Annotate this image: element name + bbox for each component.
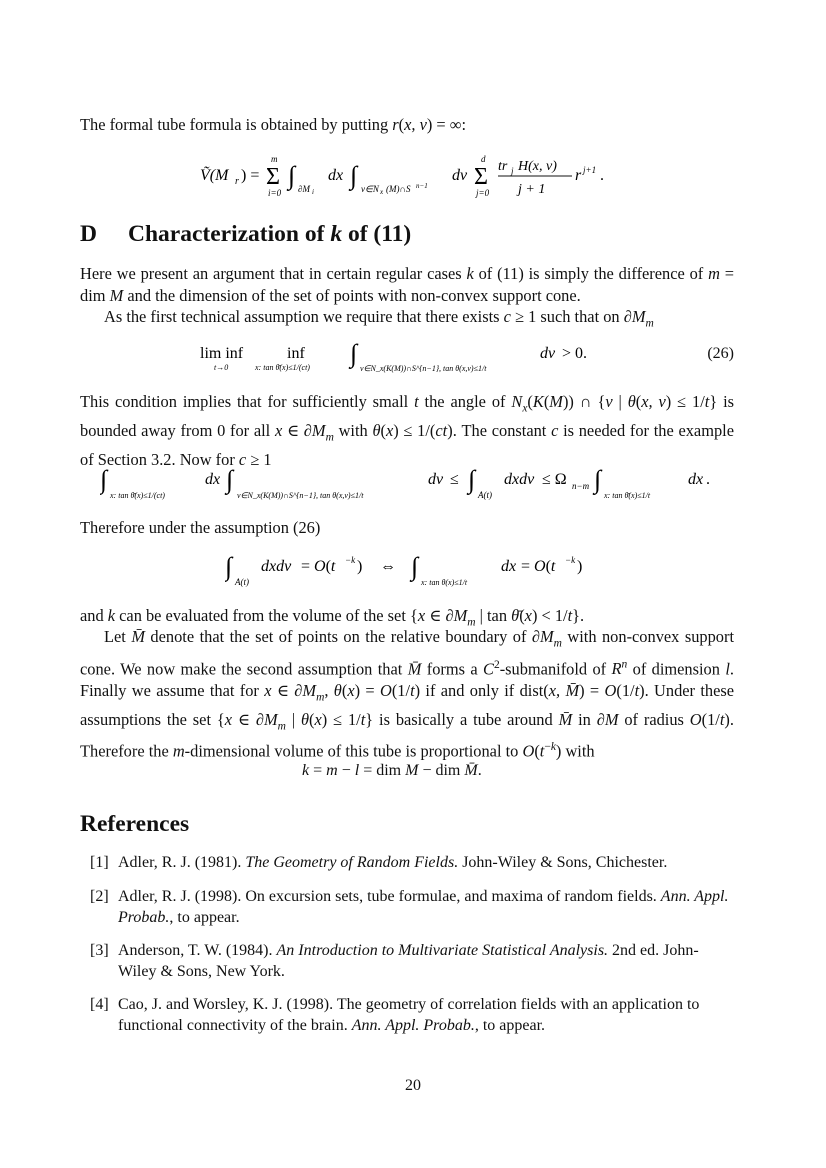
reference-label: [2] — [90, 888, 109, 905]
svg-text:t→0: t→0 — [214, 363, 229, 372]
section-d-paragraph-2: As the first technical assumption we require that there exists c ≥ 1 such that on $\partial M_m$ — [104, 307, 654, 330]
therefore-paragraph: Therefore under the assumption (26) — [80, 518, 321, 537]
svg-text:∫: ∫ — [225, 552, 233, 581]
svg-text:v∈N: v∈N — [361, 184, 379, 194]
svg-text:∫: ∫ — [468, 465, 476, 494]
reference-title: The Geometry of Random Fields. — [245, 854, 459, 871]
svg-text:inf: inf — [287, 345, 305, 362]
svg-text:∫: ∫ — [288, 161, 296, 190]
svg-text:dv: dv — [428, 471, 444, 488]
svg-text:j: j — [511, 166, 514, 176]
section-number: D — [80, 221, 97, 247]
reference-label: [3] — [90, 942, 109, 959]
svg-text:dv: dv — [452, 167, 468, 184]
svg-text:.: . — [600, 167, 604, 184]
svg-text:r: r — [575, 167, 582, 184]
reference-title: An Introduction to Multivariate Statistical Analysis. — [276, 942, 609, 959]
svg-text:) =: ) = — [241, 167, 260, 184]
let-mbar-paragraph: Let M̄ denote that the set of points on the relative boundary of $\partial M_m$ with non-convex support cone. We now make the second assumption that M̄ forms a $C^2$-submanifold of $R^n$ of dimension l. Finally we assume that for x ∈ $\partial M_m$, θ(x) = O(1/t) if and only if dist(x, M̄) = O(1/t). Under these assumptions the set {x ∈ $\partial M_m$ | θ(x) ≤ 1/t} is basically a tube around M̄ in ∂M of radius O(1/t). Therefore the m-dimensional volume of this tube is proportional to $O(t^{-k})$ with — [80, 627, 735, 761]
svg-text:n−m: n−m — [572, 481, 590, 491]
section-d-paragraph-1: Here we present an argument that in certain regular cases k of (11) is simply the difference of m = dim M and the dimension of the set of points with non-convex support cone. — [80, 264, 734, 305]
tube-formula-equation — [200, 150, 630, 200]
svg-text:j+1: j+1 — [583, 165, 597, 175]
reference-item — [90, 940, 736, 982]
svg-text:Σ: Σ — [266, 164, 280, 190]
svg-text:∫: ∫ — [350, 339, 358, 368]
section-title: Characterization of k of (11) — [128, 221, 412, 247]
svg-text:.: . — [706, 471, 710, 488]
reference-label: [1] — [90, 854, 109, 871]
svg-text:A(t): A(t) — [478, 490, 492, 500]
svg-text:dx: dx — [688, 471, 704, 488]
equation-26-number: (26) — [707, 345, 734, 362]
reference-authors: Anderson, T. W. (1984). — [118, 942, 273, 959]
svg-text:v∈N_x(K(M))∩S^{n−1}, tan θ(x,v: v∈N_x(K(M))∩S^{n−1}, tan θ(x,v)≤1/t — [237, 491, 364, 500]
svg-text:≤: ≤ — [450, 471, 459, 488]
svg-text:m: m — [271, 154, 278, 164]
equivalence-equation — [225, 549, 605, 593]
reference-authors: Adler, R. J. (1998). On excursion sets, tube formulae, and maxima of random fields. — [118, 888, 657, 905]
svg-text:= O(t: = O(t — [301, 558, 336, 575]
svg-text:x: x — [380, 188, 384, 196]
svg-text:(M)∩S: (M)∩S — [386, 184, 411, 194]
svg-text:d: d — [481, 154, 486, 164]
svg-text:= O(t: = O(t — [521, 558, 556, 575]
reference-authors: Cao, J. and Worsley, K. J. (1998). The geometry of correlation fields with an application to functional connectivity of the brain. — [118, 996, 700, 1034]
inequality-chain — [100, 462, 730, 506]
svg-text:x: tan θ̄(x)≤1/(ct): x: tan θ̄(x)≤1/(ct) — [110, 491, 165, 500]
svg-text:H(x, v): H(x, v) — [518, 159, 557, 174]
reference-rest: 2nd ed. John-Wiley & Sons, New York. — [118, 942, 699, 980]
svg-text:dx: dx — [328, 167, 344, 184]
svg-text:∫: ∫ — [594, 465, 602, 494]
svg-text:Σ: Σ — [474, 164, 488, 190]
svg-text:): ) — [577, 558, 583, 575]
svg-text:≤ Ω: ≤ Ω — [542, 471, 567, 488]
svg-text:dxdv: dxdv — [504, 471, 535, 488]
reference-title: Ann. Appl. Probab. — [351, 1017, 475, 1034]
section-d-heading — [80, 221, 411, 248]
svg-text:x: tan θ̄(x)≤1/t: x: tan θ̄(x)≤1/t — [604, 491, 651, 500]
reference-title: Ann. Appl. Probab. — [118, 888, 729, 926]
svg-text:Ṽ(M: Ṽ(M — [200, 167, 229, 184]
reference-item — [90, 886, 736, 928]
svg-text:x: tan θ(x)≤1/t: x: tan θ(x)≤1/t — [421, 578, 468, 587]
svg-text:i: i — [312, 188, 314, 196]
svg-text:dxdv: dxdv — [261, 558, 292, 575]
svg-text:∫: ∫ — [100, 465, 108, 494]
reference-item — [90, 852, 736, 873]
svg-text:−k: −k — [345, 555, 356, 565]
reference-item — [90, 994, 736, 1036]
svg-text:> 0.: > 0. — [562, 345, 588, 362]
reference-rest: , to appear. — [474, 1017, 546, 1034]
svg-text:A(t): A(t) — [235, 577, 249, 587]
k-definition-equation: k = m − l = dim M − dim M̄. — [302, 762, 482, 779]
intro-paragraph: The formal tube formula is obtained by putting r(x, v) = ∞: — [80, 115, 467, 134]
svg-text:∫: ∫ — [411, 552, 419, 581]
equation-26 — [200, 336, 620, 380]
svg-text:dx: dx — [501, 558, 517, 575]
svg-text:⇔: ⇔ — [380, 558, 396, 575]
page-number: 20 — [405, 1077, 421, 1094]
svg-text:dx: dx — [205, 471, 221, 488]
svg-text:−k: −k — [565, 555, 576, 565]
svg-text:∫: ∫ — [350, 161, 358, 190]
reference-rest: John-Wiley & Sons, Chichester. — [462, 854, 668, 871]
svg-text:j=0: j=0 — [476, 188, 490, 198]
svg-text:tr: tr — [498, 159, 508, 174]
svg-text:v∈N_x(K(M))∩S^{n−1}, tan θ(x,v: v∈N_x(K(M))∩S^{n−1}, tan θ(x,v)≤1/t — [360, 364, 487, 373]
reference-authors: Adler, R. J. (1981). — [118, 854, 242, 871]
svg-text:r: r — [235, 176, 239, 187]
svg-text:x: tan θ̄(x)≤1/(ct): x: tan θ̄(x)≤1/(ct) — [255, 363, 310, 372]
references-heading: References — [80, 811, 190, 837]
svg-text:∂M: ∂M — [298, 184, 310, 194]
and-k-paragraph: and k can be evaluated from the volume of the set {x ∈ $\partial M_m$ | tan θ̄(x) < 1/t}. — [80, 606, 585, 629]
svg-text:j + 1: j + 1 — [518, 182, 546, 197]
svg-text:dv: dv — [540, 345, 556, 362]
svg-text:lim inf: lim inf — [200, 345, 244, 362]
reference-rest: , to appear. — [169, 909, 240, 926]
svg-text:i=0: i=0 — [268, 188, 282, 198]
svg-text:n−1: n−1 — [416, 182, 428, 190]
svg-text:∫: ∫ — [226, 465, 234, 494]
reference-label: [4] — [90, 996, 109, 1013]
svg-text:): ) — [357, 558, 363, 575]
condition-paragraph: This condition implies that for sufficiently small t the angle of $N_x(K(M))$ ∩ {v | θ(x, v) ≤ 1/t} is bounded away from 0 for all x ∈ $\partial M_m$ with θ(x) ≤ 1/(ct). The constant c is needed for the example of Section 3.2. Now for c ≥ 1 — [80, 392, 734, 469]
